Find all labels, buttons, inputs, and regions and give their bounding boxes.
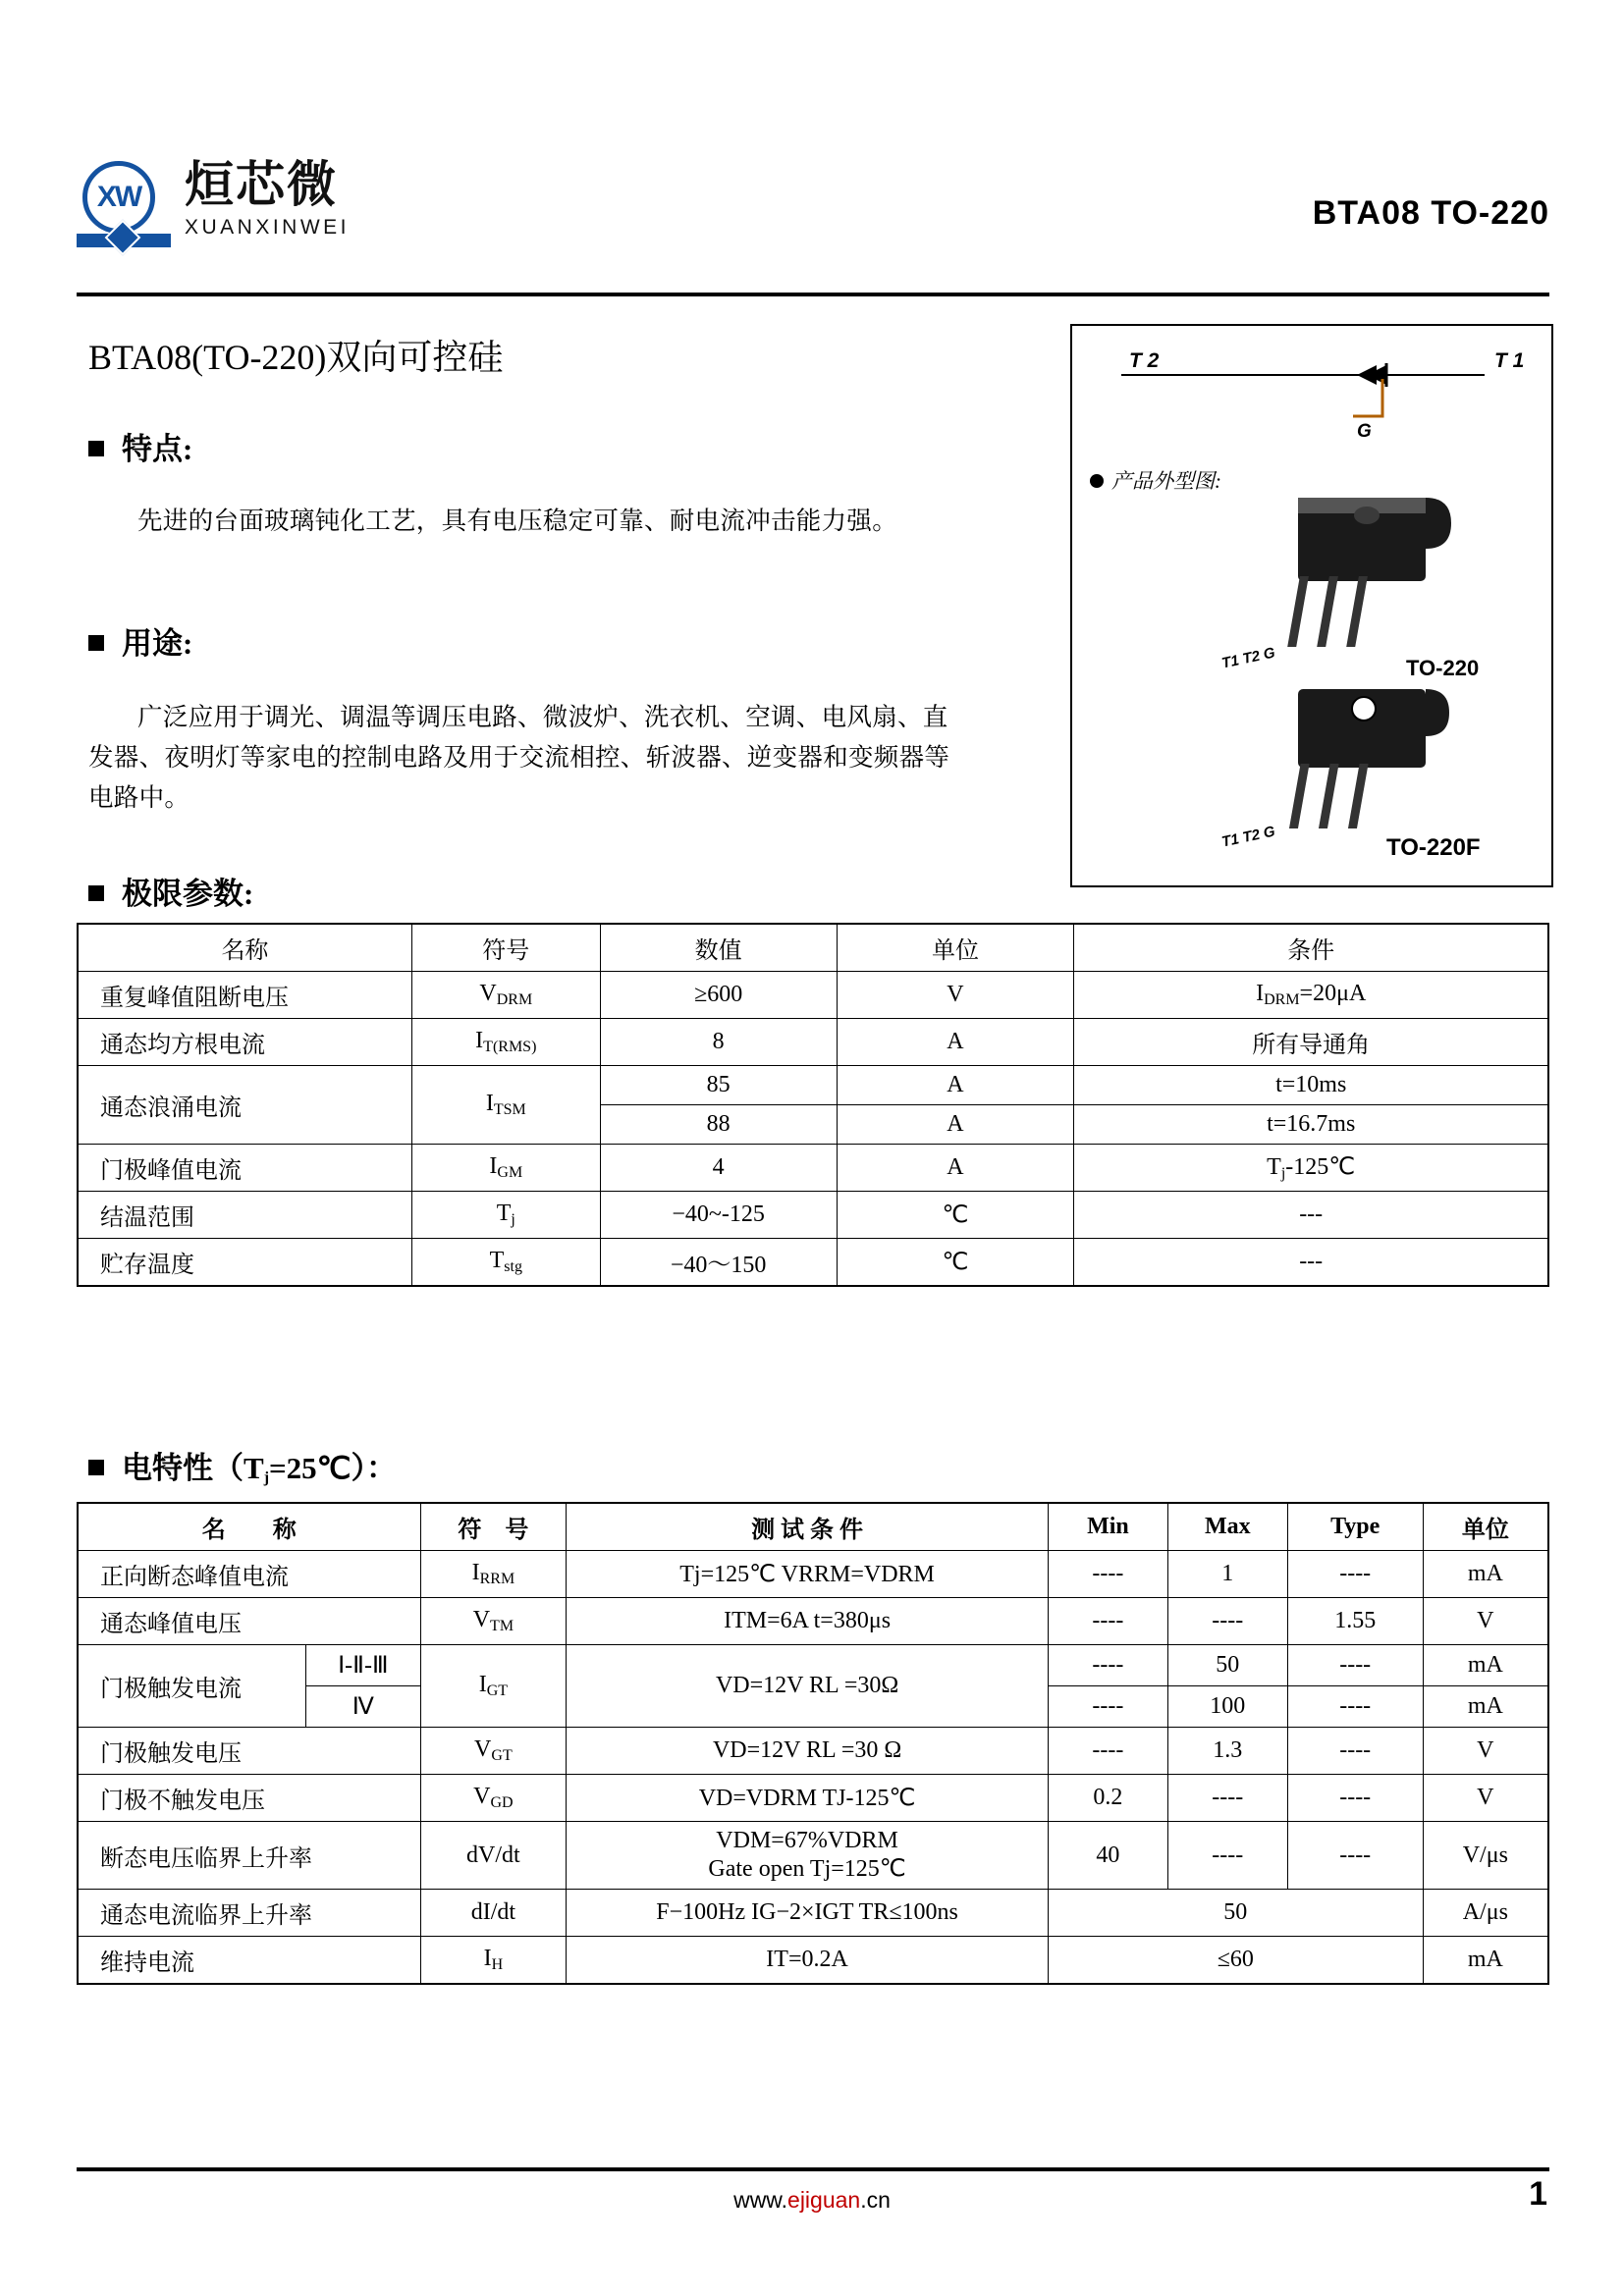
to220-package-drawing	[1219, 498, 1514, 665]
table-row	[78, 1822, 1548, 1890]
cell-symbol: $V_{GD}$	[420, 1775, 567, 1822]
cell-min: 0.2	[1048, 1775, 1167, 1822]
part-number-title: BTA08 TO-220	[1312, 194, 1549, 232]
cell-name: 通态峰值电压	[78, 1598, 420, 1645]
cell-name: 结温范围	[78, 1192, 411, 1239]
table-header-row	[78, 1503, 1548, 1551]
cell-max: 50	[1167, 1645, 1287, 1686]
cell-value: −40~-125	[600, 1192, 837, 1239]
table-row	[78, 1551, 1548, 1598]
table-row	[78, 1728, 1548, 1775]
cell-symbol: $V_{DRM}$	[411, 972, 600, 1019]
bullet-icon	[88, 441, 104, 456]
to220f-package-drawing	[1219, 689, 1514, 846]
cell-unit: V/μs	[1423, 1822, 1548, 1890]
header-divider	[77, 293, 1549, 296]
cell-name: 断态电压临界上升率	[78, 1822, 420, 1890]
cell-min: ----	[1048, 1645, 1167, 1686]
cell-max: ----	[1167, 1598, 1287, 1645]
cell-testcond: VD=VDRM TJ-125℃	[567, 1775, 1049, 1822]
cell-quadrant: Ⅰ-Ⅱ-Ⅲ	[306, 1645, 421, 1686]
table-row	[78, 972, 1548, 1019]
cell-name: 门极不触发电压	[78, 1775, 420, 1822]
pin-label-t1: T 1	[1494, 349, 1525, 372]
col-header-value: 数值	[600, 924, 837, 972]
to220-pin-labels: T1 T2 G	[1219, 644, 1277, 672]
cell-value: 4	[600, 1145, 837, 1192]
cell-value: 8	[600, 1019, 837, 1066]
cell-symbol: $I_{GT}$	[420, 1645, 567, 1728]
cell-unit: A/μs	[1423, 1890, 1548, 1937]
cell-name: 重复峰值阻断电压	[78, 972, 411, 1019]
cell-testcond: VD=12V RL =30 Ω	[567, 1728, 1049, 1775]
table-row	[78, 1019, 1548, 1066]
company-logo	[77, 157, 350, 251]
cell-name: 贮存温度	[78, 1239, 411, 1287]
cell-testcond	[567, 1822, 1049, 1890]
cell-symbol: $V_{GT}$	[420, 1728, 567, 1775]
cell-testcond: VD=12V RL =30Ω	[567, 1645, 1049, 1728]
cell-name: 门极触发电流	[78, 1645, 306, 1728]
cell-max: 1.3	[1167, 1728, 1287, 1775]
to220f-label: TO-220F	[1386, 834, 1481, 861]
cell-type: ----	[1287, 1686, 1423, 1728]
section-heading-features: 特点:	[88, 424, 192, 468]
cell-name: 通态浪涌电流	[78, 1066, 411, 1145]
cell-min: 40	[1048, 1822, 1167, 1890]
cell-condition: ---	[1074, 1239, 1548, 1287]
cell-name: 通态电流临界上升率	[78, 1890, 420, 1937]
col-header-max: Max	[1167, 1503, 1287, 1551]
col-header-unit: 单位	[1423, 1503, 1548, 1551]
cell-type: ----	[1287, 1551, 1423, 1598]
cell-name: 维持电流	[78, 1937, 420, 1985]
cell-unit: mA	[1423, 1645, 1548, 1686]
table-header-row	[78, 924, 1548, 972]
col-header-name: 名 称	[78, 1503, 420, 1551]
cell-type: 1.55	[1287, 1598, 1423, 1645]
cell-name: 正向断态峰值电流	[78, 1551, 420, 1598]
cell-unit: V	[837, 972, 1074, 1019]
cell-symbol: dI/dt	[420, 1890, 567, 1937]
table-row	[78, 1937, 1548, 1985]
cell-unit: A	[837, 1105, 1074, 1145]
cell-unit: ℃	[837, 1192, 1074, 1239]
cell-symbol: $V_{TM}$	[420, 1598, 567, 1645]
table-row	[78, 1598, 1548, 1645]
to220-label: TO-220	[1406, 656, 1480, 680]
cell-condition: $T_j-125℃$	[1074, 1145, 1548, 1192]
pin-label-g: G	[1357, 421, 1372, 442]
uses-body: 广泛应用于调光、调温等调压电路、微波炉、洗衣机、空调、电风扇、直发器、夜明灯等家电的控制电路及用于交流相控、斩波器、逆变器和变频器等电路中。	[88, 703, 950, 812]
bullet-icon	[88, 885, 104, 901]
cell-max: ----	[1167, 1822, 1287, 1890]
features-body: 先进的台面玻璃钝化工艺，具有电压稳定可靠、耐电流冲击能力强。	[137, 507, 898, 535]
cell-unit: A	[837, 1066, 1074, 1105]
col-header-type: Type	[1287, 1503, 1423, 1551]
cell-symbol: $T_{stg}$	[411, 1239, 600, 1287]
cell-unit: A	[837, 1145, 1074, 1192]
table-row	[78, 1145, 1548, 1192]
cell-unit: A	[837, 1019, 1074, 1066]
cell-name: 门极峰值电流	[78, 1145, 411, 1192]
cell-type: ----	[1287, 1728, 1423, 1775]
pin-label-t2: T 2	[1129, 349, 1160, 372]
cell-symbol: $T_j$	[411, 1192, 600, 1239]
col-header-unit: 单位	[837, 924, 1074, 972]
cell-condition: t=16.7ms	[1074, 1105, 1548, 1145]
table-row	[78, 1192, 1548, 1239]
to220f-pin-labels: T1 T2 G	[1219, 823, 1277, 851]
col-header-symbol: 符号	[411, 924, 600, 972]
logo-mark-icon	[77, 157, 171, 251]
company-name-cn: 烜芯微	[185, 157, 338, 212]
cell-max: 1	[1167, 1551, 1287, 1598]
bullet-icon	[88, 1460, 104, 1475]
section-heading-uses: 用途:	[88, 618, 192, 663]
col-header-name: 名称	[78, 924, 411, 972]
table-row	[78, 1645, 1548, 1686]
cell-condition: t=10ms	[1074, 1066, 1548, 1105]
cell-min: ----	[1048, 1598, 1167, 1645]
cell-name: 通态均方根电流	[78, 1019, 411, 1066]
cell-condition: 所有导通角	[1074, 1019, 1548, 1066]
section-heading-electrical: 电特性$(T_j=25℃)$：	[88, 1443, 397, 1487]
section-heading-limits: 极限参数:	[88, 869, 253, 913]
cell-testcond: ITM=6A t=380μs	[567, 1598, 1049, 1645]
cell-unit: V	[1423, 1598, 1548, 1645]
table-row	[78, 1775, 1548, 1822]
bullet-icon	[88, 635, 104, 651]
footer-divider	[77, 2167, 1549, 2171]
cell-value: 88	[600, 1105, 837, 1145]
cell-min: ----	[1048, 1686, 1167, 1728]
cell-quadrant: Ⅳ	[306, 1686, 421, 1728]
cell-unit: V	[1423, 1728, 1548, 1775]
cell-type: ----	[1287, 1645, 1423, 1686]
cell-testcond: IT=0.2A	[567, 1937, 1049, 1985]
package-outline-figure	[1070, 324, 1553, 887]
electrical-characteristics-table	[77, 1502, 1549, 1985]
logo-monogram: XW	[96, 181, 141, 213]
cell-span-value: ≤60	[1048, 1937, 1423, 1985]
cell-condition: $I_{DRM}=20\mu A$	[1074, 972, 1548, 1019]
footer-url[interactable]: www.ejiguan.cn	[733, 2187, 891, 2213]
cell-symbol: $I_{TSM}$	[411, 1066, 600, 1145]
col-header-min: Min	[1048, 1503, 1167, 1551]
cell-unit: mA	[1423, 1937, 1548, 1985]
cell-min: ----	[1048, 1551, 1167, 1598]
cell-value: −40～150	[600, 1239, 837, 1287]
limit-parameters-table	[77, 923, 1549, 1287]
cell-symbol: $I_{GM}$	[411, 1145, 600, 1192]
col-header-symbol: 符 号	[420, 1503, 567, 1551]
col-header-condition: 条件	[1074, 924, 1548, 972]
cell-type: ----	[1287, 1775, 1423, 1822]
cell-value: 85	[600, 1066, 837, 1105]
cell-testcond: F−100Hz IG−2×IGT TR≤100ns	[567, 1890, 1049, 1937]
testcond-line1: VDM=67%VDRM	[716, 1828, 898, 1853]
cell-condition: ---	[1074, 1192, 1548, 1239]
page-number: 1	[1529, 2175, 1547, 2213]
cell-name: 门极触发电压	[78, 1728, 420, 1775]
cell-unit: mA	[1423, 1686, 1548, 1728]
cell-testcond: Tj=125℃ VRRM=VDRM	[567, 1551, 1049, 1598]
bullet-dot-icon	[1090, 474, 1104, 488]
cell-symbol: $I_{T(RMS)}$	[411, 1019, 600, 1066]
cell-unit: V	[1423, 1775, 1548, 1822]
cell-min: ----	[1048, 1728, 1167, 1775]
cell-unit: ℃	[837, 1239, 1074, 1287]
cell-symbol: dV/dt	[420, 1822, 567, 1890]
cell-max: 100	[1167, 1686, 1287, 1728]
table-row	[78, 1890, 1548, 1937]
figure-caption: 产品外型图:	[1090, 465, 1221, 495]
page-header	[77, 157, 1549, 275]
testcond-line2: Gate open Tj=125℃	[708, 1856, 906, 1882]
col-header-testcond: 测 试 条 件	[567, 1503, 1049, 1551]
cell-symbol: $I_{RRM}$	[420, 1551, 567, 1598]
cell-type: ----	[1287, 1822, 1423, 1890]
cell-value: ≥600	[600, 972, 837, 1019]
company-name-en: XUANXINWEI	[185, 216, 351, 239]
table-row	[78, 1239, 1548, 1287]
cell-symbol: $I_H$	[420, 1937, 567, 1985]
table-row	[78, 1066, 1548, 1105]
cell-unit: mA	[1423, 1551, 1548, 1598]
cell-max: ----	[1167, 1775, 1287, 1822]
page-title: BTA08(TO-220)双向可控硅	[88, 338, 504, 377]
cell-span-value: 50	[1048, 1890, 1423, 1937]
